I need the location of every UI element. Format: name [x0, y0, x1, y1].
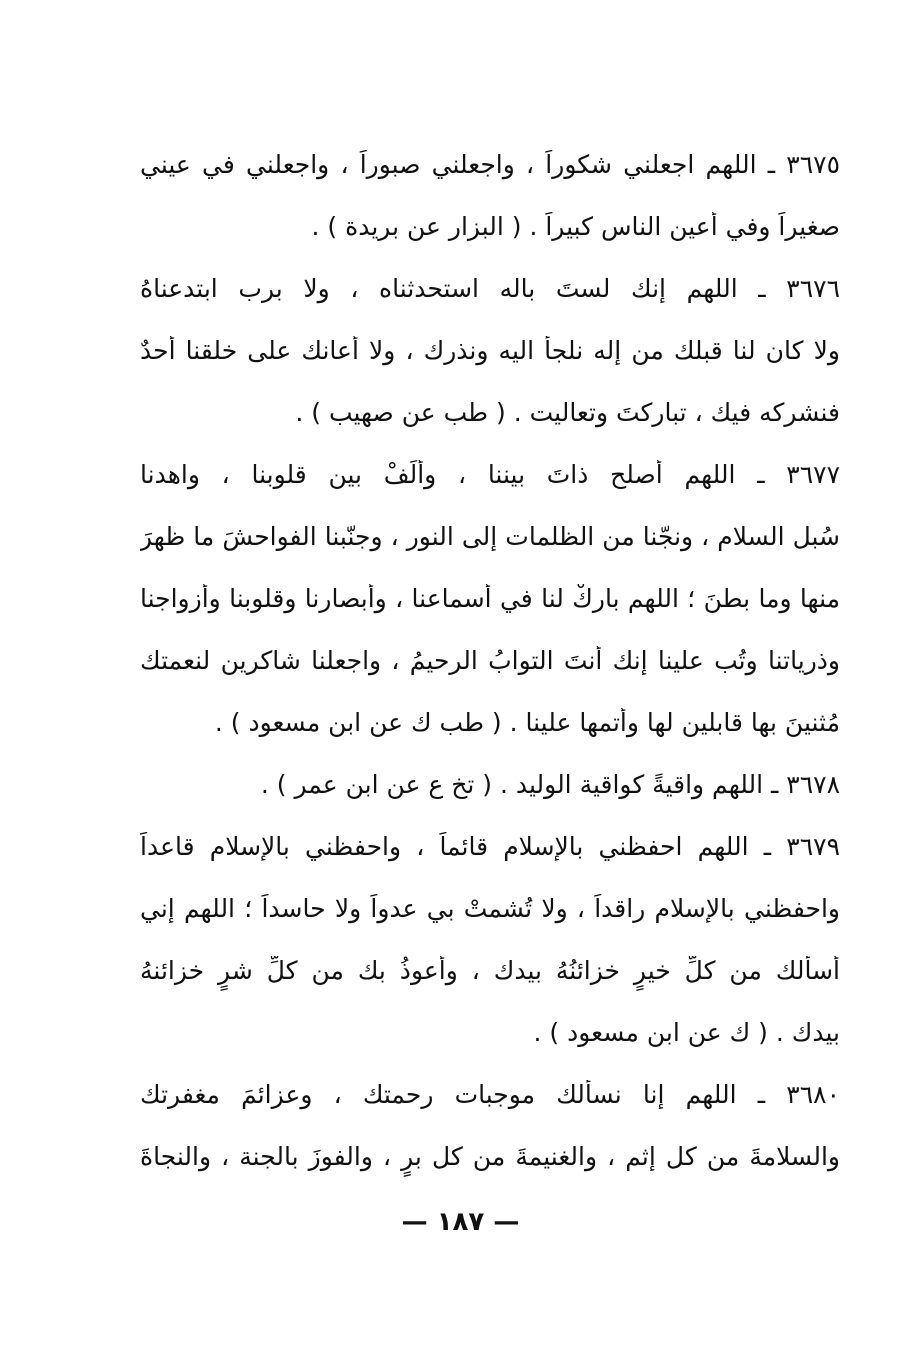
text-line-9: وذرياتنا وتُب علينا إنك أنتَ التوابُ الرحيمُ ، واجعلنا شاكرين لنعمتك [140, 646, 840, 675]
text-line-8: منها وما بطنَ ؛ اللهم باركْ لنا في أسماعنا ، وأبصارنا وقلوبنا وأزواجنا [140, 584, 840, 613]
page-body [140, 150, 840, 1204]
text-line-1: ٣٦٧٥ ـ اللهم اجعلني شكوراً ، واجعلني صبوراً ، واجعلني في عيني [140, 150, 840, 179]
text-line-14: أسألك من كلِّ خيرٍ خزائنُهُ بيدك ، وأعوذُ بك من كلِّ شرٍ خزائنهُ [140, 956, 840, 985]
page-number: — ١٨٧ — [401, 1207, 520, 1237]
text-line-4: ولا كان لنا قبلك من إله نلجأ اليه ونذرك ، ولا أعانك على خلقنا أحدٌ [140, 336, 840, 365]
text-line-2: صغيراً وفي أعين الناس كبيراً . ( البزار عن بريدة ) . [311, 212, 840, 241]
text-line-11: ٣٦٧٨ ـ اللهم واقيةً كواقية الوليد . ( تخ ع عن ابن عمر ) . [260, 770, 840, 799]
text-line-16: ٣٦٨٠ ـ اللهم إنا نسألك موجبات رحمتك ، وعزائمَ مغفرتك [140, 1080, 840, 1109]
text-line-10: مُثنينَ بها قابلين لها وأتمها علينا . ( طب ك عن ابن مسعود ) . [214, 708, 840, 737]
text-line-6: ٣٦٧٧ ـ اللهم أصلح ذاتَ بيننا ، وألِّفْ بين قلوبنا ، واهدنا [140, 460, 840, 489]
text-line-5: فنشركه فيك ، تباركتَ وتعاليت . ( طب عن صهيب ) . [295, 398, 840, 427]
text-line-3: ٣٦٧٦ ـ اللهم إنك لستَ باله استحدثناه ، ولا برب ابتدعناهُ [140, 274, 840, 303]
text-line-17: والسلامةَ من كل إثم ، والغنيمةَ من كل برٍ ، والفوزَ بالجنة ، والنجاةَ [140, 1142, 840, 1171]
text-line-12: ٣٦٧٩ ـ اللهم احفظني بالإسلام قائماً ، واحفظني بالإسلام قاعداً [140, 832, 840, 861]
text-line-7: سُبل السلام ، ونجّنا من الظلمات إلى النور ، وجنّبنا الفواحشَ ما ظهرَ [140, 522, 840, 551]
text-line-15: بيدك . ( ك عن ابن مسعود ) . [533, 1018, 840, 1047]
text-line-13: واحفظني بالإسلام راقداً ، ولا تُشمتْ بي عدواً ولا حاسداً ؛ اللهم إني [140, 894, 840, 923]
